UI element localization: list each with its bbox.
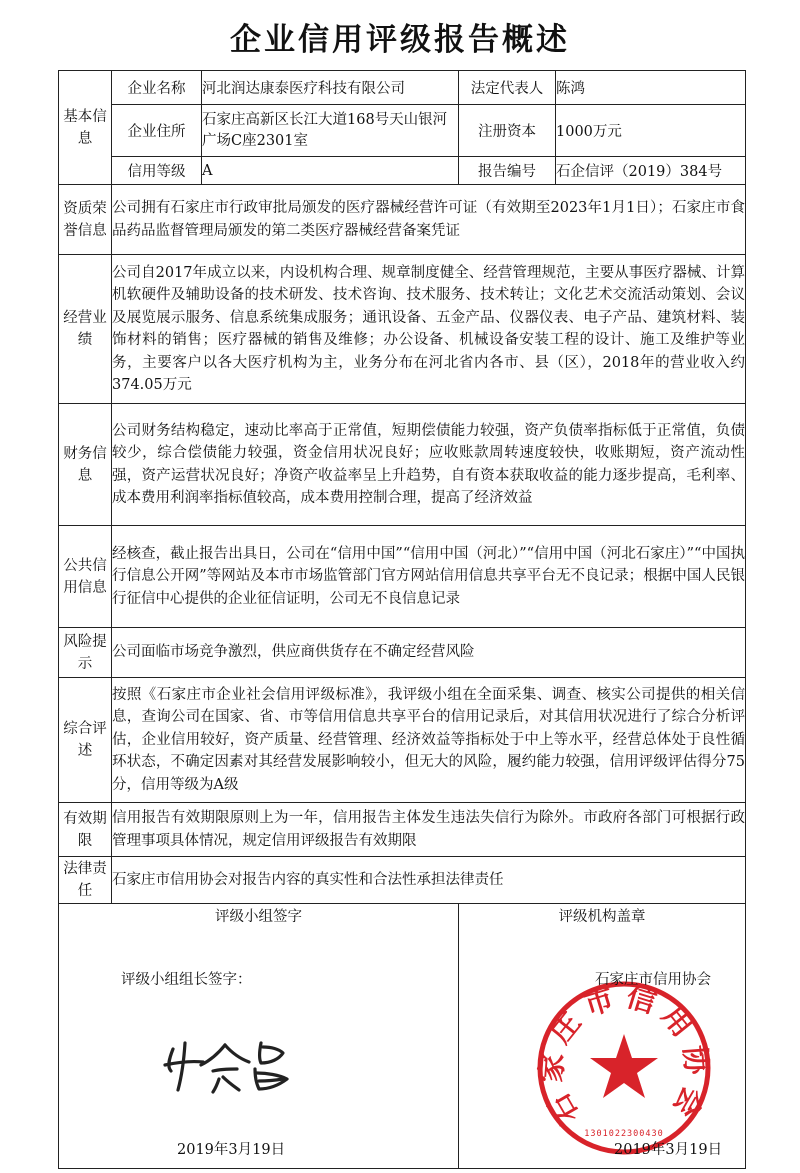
page-title: 企业信用评级报告概述: [230, 22, 570, 58]
section-label-risk: 风险提示: [59, 628, 112, 678]
section-label-public-credit: 公共信用信息: [59, 526, 112, 628]
performance-text: 公司自2017年成立以来，内设机构合理、规章制度健全、经营管理规范，主要从事医疗器械、计算机软硬件及辅助设备的技术研发、技术咨询、技术服务、技术转让；文化艺术交流活动策划、会议及展览展示服务、信息系统集成服务；通讯设备、五金产品、仪器仪表、电子产品、建筑材料、装饰材料的销售；医疗器械的销售及维修；办公设备、机械设备安装工程的设计、施工及维护等业务，主要客户以各大医疗机构为主，业务分布在河北省内各市、县（区），2018年的营业收入约374.05万元: [112, 255, 746, 404]
review-text: 按照《石家庄市企业社会信用评级标准》，我评级小组在全面采集、调查、核实公司提供的相关信息，查询公司在国家、省、市等信用信息共享平台的信用记录后，对其信用状况进行了综合分析评估，企业信用较好，资产质量、经营管理、经济效益等指标处于中上等水平，经营总体处于良性循环状态，不确定因素对其经营发展影响较小，但无大的风险，履约能力较强，信用评级评估得分75分，信用等级为A级: [112, 678, 746, 803]
sign-area: [59, 930, 458, 1168]
seal-area: [459, 930, 745, 1168]
section-label-qualification: 资质荣誉信息: [59, 185, 112, 255]
svg-text:石家庄市信用协会: 石家庄市信用协会: [534, 978, 714, 1130]
rating-summary-table: [58, 70, 746, 1169]
legal-rep-label: 法定代表人: [459, 71, 556, 105]
seal-date: 2019年3月19日: [614, 1142, 723, 1158]
sign-date: 2019年3月19日: [177, 1142, 286, 1158]
legal-text: 石家庄市信用协会对报告内容的真实性和合法性承担法律责任: [112, 857, 746, 904]
section-label-finance: 财务信息: [59, 404, 112, 526]
capital-value: 1000万元: [556, 105, 746, 157]
svg-text:1301022300430: 1301022300430: [584, 1129, 664, 1139]
official-seal-icon: [534, 978, 714, 1158]
handwritten-signature: [159, 1035, 309, 1095]
section-label-basic: [59, 71, 112, 185]
leader-sign-label: 评级小组组长签字：: [121, 972, 252, 988]
address-label: 企业住所: [112, 105, 202, 157]
section-label-validity: 有效期限: [59, 803, 112, 857]
legal-rep-value: 陈鸿: [556, 71, 746, 105]
qualification-text: 公司拥有石家庄市行政审批局颁发的医疗器械经营许可证（有效期至2023年1月1日）；石家庄市食品药品监督管理局颁发的第二类医疗器械经营备案凭证: [112, 185, 746, 255]
signing-right-cell: [459, 904, 746, 1169]
section-label-performance: 经营业绩: [59, 255, 112, 404]
report-number-value: 石企信评（2019）384号: [556, 157, 746, 185]
address-value: 石家庄高新区长江大道168号天山银河广场C座2301室: [202, 105, 459, 157]
org-name: 石家庄市信用协会: [595, 972, 711, 988]
capital-label: 注册资本: [459, 105, 556, 157]
section-label-review: 综合评述: [59, 678, 112, 803]
company-name-label: 企业名称: [112, 71, 202, 105]
public-credit-text: 经核查，截止报告出具日，公司在“信用中国”“信用中国（河北）”“信用中国（河北石家庄）”“中国执行信息公开网”等网站及本市市场监管部门官方网站信用信息共享平台无不良记录；根据中国人民银行征信中心提供的企业征信证明，公司无不良信息记录: [112, 526, 746, 628]
section-label-legal: 法律责任: [59, 857, 112, 904]
seal-header: 评级机构盖章: [558, 909, 646, 925]
validity-text: 信用报告有效期限原则上为一年，信用报告主体发生违法失信行为除外。市政府各部门可根据行政管理事项具体情况，规定信用评级报告有效期限: [112, 803, 746, 857]
section-basic-text: 基本信息: [63, 108, 107, 147]
finance-text: 公司财务结构稳定，速动比率高于正常值，短期偿债能力较强，资产负债率指标低于正常值，负债较少，综合偿债能力较强，资金信用状况良好；应收账款周转速度较快，收账期短，资产流动性强，资产运营状况良好；净资产收益率呈上升趋势，自有资本获取收益的能力逐步提高，毛利率、成本费用利润率指标值较高，成本费用控制合理，提高了经济效益: [112, 404, 746, 526]
risk-text: 公司面临市场竞争激烈，供应商供货存在不确定经营风险: [112, 628, 746, 678]
sign-header: 评级小组签字: [215, 909, 302, 925]
credit-grade-label: 信用等级: [112, 157, 202, 185]
report-number-label: 报告编号: [459, 157, 556, 185]
credit-grade-value: A: [202, 157, 459, 185]
company-name-value: 河北润达康泰医疗科技有限公司: [202, 71, 459, 105]
signing-left-cell: [59, 904, 459, 1169]
